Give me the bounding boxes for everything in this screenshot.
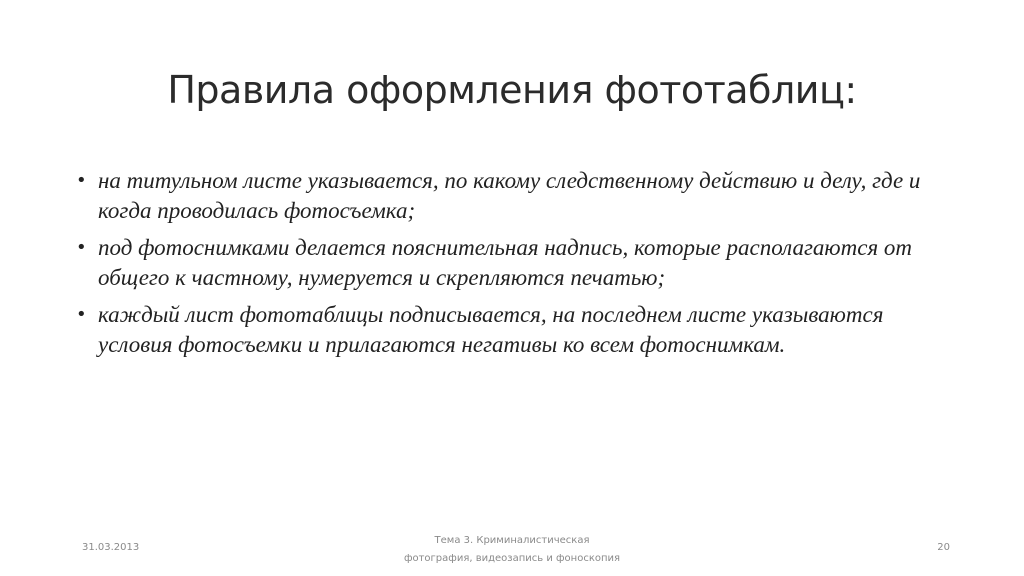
footer-topic-line: Тема 3. Криминалистическая [434,535,590,546]
page-number: 20 [937,542,950,553]
bullet-marker-icon: • [76,304,87,325]
footer-topic-line: фотография, видеозапись и фоноскопия [403,553,621,564]
bullet-item [74,233,944,293]
slide-title: Правила оформления фототаблиц: [167,68,857,112]
bullet-text: на титульном листе указывается, по какому следственному действию и делу, где и когда проводилась фотосъемка; [98,168,921,223]
bullet-item [74,166,944,226]
footer-date: 31.03.2013 [82,542,140,553]
bullet-item [74,300,944,360]
bullet-text: под фотоснимками делается пояснительная надпись, которые располагаются от общего к частному, нумеруется и скрепляются печатью; [98,235,913,290]
bullet-list [74,166,944,367]
bullet-marker-icon: • [76,170,87,191]
bullet-text: каждый лист фототаблицы подписывается, на последнем листе указываются условия фотосъемки и прилагаются негативы ко всем фотоснимкам. [98,302,884,357]
bullet-marker-icon: • [76,237,87,258]
footer-topic [362,532,662,568]
